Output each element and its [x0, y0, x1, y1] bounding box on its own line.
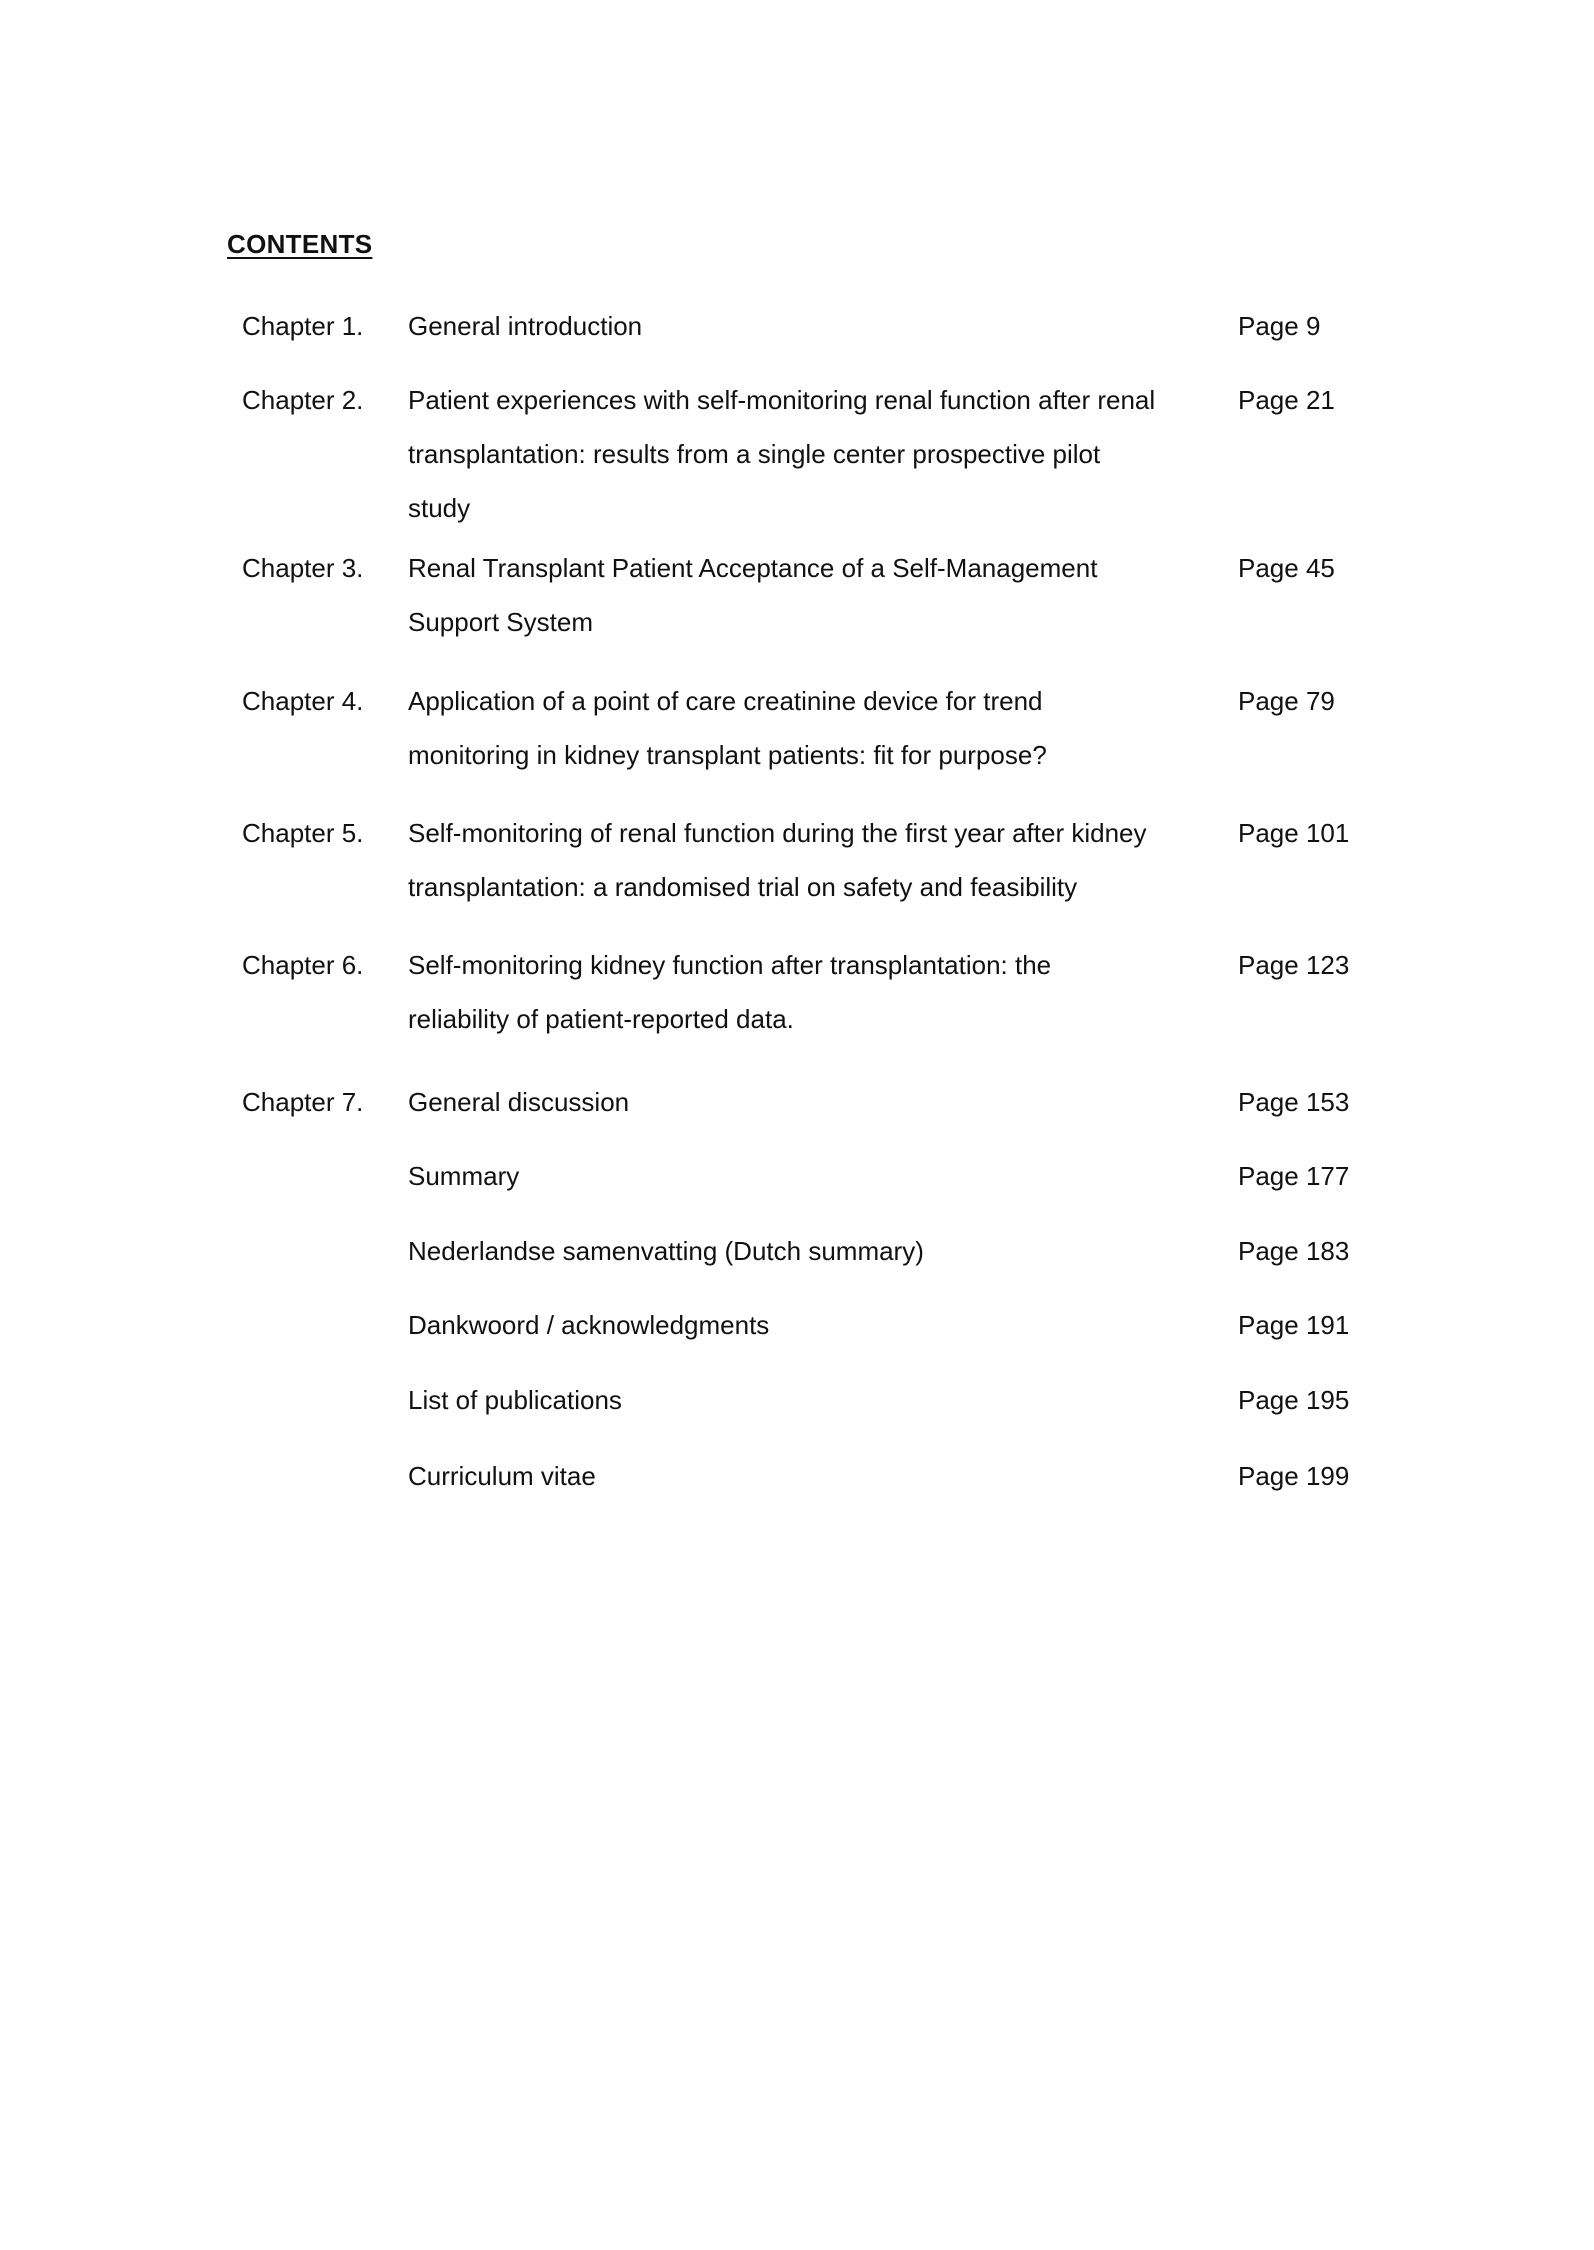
- chapter-label: Chapter 6.: [242, 950, 364, 980]
- page-number: Page 123: [1238, 950, 1350, 980]
- page-number: Page 183: [1238, 1236, 1350, 1266]
- page-number: Page 79: [1238, 686, 1335, 716]
- page-number: Page 9: [1238, 311, 1321, 341]
- chapter-label: Chapter 2.: [242, 385, 364, 415]
- chapter-label: Chapter 4.: [242, 686, 364, 716]
- chapter-title: Renal Transplant Patient Acceptance of a Self-Management Support System: [408, 553, 1098, 637]
- chapter-label: Chapter 7.: [242, 1087, 364, 1117]
- page-number: Page 199: [1238, 1461, 1350, 1491]
- chapter-title: Curriculum vitae: [408, 1461, 596, 1491]
- chapter-title: Self-monitoring of renal function during the first year after kidney transplantation: a randomised trial on safety and feasibility: [408, 818, 1147, 902]
- chapter-title: General introduction: [408, 311, 643, 341]
- chapter-title: General discussion: [408, 1087, 630, 1117]
- chapter-title: Application of a point of care creatinine device for trend monitoring in kidney transplant patients: fit for purpose?: [408, 686, 1047, 770]
- page-number: Page 101: [1238, 818, 1350, 848]
- page-number: Page 45: [1238, 553, 1335, 583]
- chapter-title: Patient experiences with self-monitoring renal function after renal transplantation: results from a single center prospective pilot study: [408, 385, 1156, 523]
- chapter-label: Chapter 3.: [242, 553, 364, 583]
- chapter-title: List of publications: [408, 1385, 622, 1415]
- chapter-title: Dankwoord / acknowledgments: [408, 1310, 770, 1340]
- chapter-title: Summary: [408, 1161, 520, 1191]
- contents-heading: CONTENTS: [227, 229, 373, 259]
- page-number: Page 21: [1238, 385, 1335, 415]
- page-number: Page 153: [1238, 1087, 1350, 1117]
- page-number: Page 195: [1238, 1385, 1350, 1415]
- chapter-title: Nederlandse samenvatting (Dutch summary): [408, 1236, 924, 1266]
- chapter-label: Chapter 5.: [242, 818, 364, 848]
- chapter-title: Self-monitoring kidney function after transplantation: the reliability of patient-reported data.: [408, 950, 1052, 1034]
- chapter-label: Chapter 1.: [242, 311, 364, 341]
- page-number: Page 177: [1238, 1161, 1350, 1191]
- page-number: Page 191: [1238, 1310, 1350, 1340]
